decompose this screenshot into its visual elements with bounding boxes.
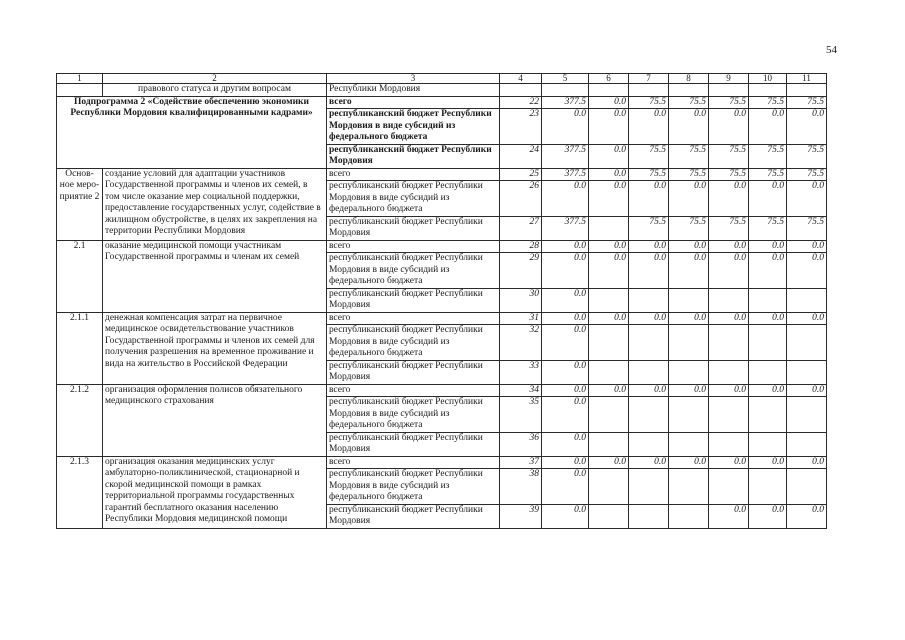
index-cell: 29 (500, 253, 542, 289)
value-cell: 75.5 (669, 168, 709, 181)
value-cell (669, 360, 709, 384)
value-cell: 0.0 (749, 504, 787, 528)
index-cell: 32 (500, 325, 542, 361)
value-cell: 75.5 (787, 144, 827, 168)
value-cell (787, 397, 827, 433)
value-cell (749, 432, 787, 456)
value-cell: 0.0 (542, 504, 589, 528)
value-cell: 0.0 (589, 253, 629, 289)
value-cell: 0.0 (669, 253, 709, 289)
value-cell: 0.0 (589, 144, 629, 168)
value-cell: 0.0 (589, 96, 629, 109)
value-cell: 0.0 (709, 312, 749, 325)
index-cell: 35 (500, 397, 542, 433)
item-name: организация оформления полисов обязательного медицинского страхования (103, 384, 327, 456)
table-row (57, 96, 827, 109)
value-cell: 0.0 (589, 168, 629, 181)
value-cell: 0.0 (749, 312, 787, 325)
column-number-row (57, 74, 827, 84)
col-header: 8 (669, 74, 709, 84)
col-header: 2 (103, 74, 327, 84)
source-cell: республиканский бюджет Республики Мордовия (327, 504, 500, 528)
value-cell: 377.5 (542, 96, 589, 109)
value-cell: 0.0 (629, 181, 669, 217)
value-cell (589, 325, 629, 361)
index-cell: 36 (500, 432, 542, 456)
value-cell (629, 360, 669, 384)
item-name: организация оказания медицинских услуг амбулаторно-поликлинической, стационарной и скорой медицинской помощи в рамках территориальной программы государственных гарантий бесплатного оказания населению Республики Мордовия медицинской помощи (103, 456, 327, 528)
value-cell: 0.0 (787, 181, 827, 217)
value-cell: 0.0 (749, 109, 787, 145)
value-cell (709, 288, 749, 312)
value-cell: 0.0 (787, 312, 827, 325)
index-cell: 22 (500, 96, 542, 109)
value-cell (749, 360, 787, 384)
value-cell (669, 397, 709, 433)
source-cell: республиканский бюджет Республики Мордовия в виде субсидий из федерального бюджета (327, 109, 500, 145)
value-cell: 75.5 (669, 96, 709, 109)
source-cell: республиканский бюджет Республики Мордовия (327, 216, 500, 240)
source-cell: республиканский бюджет Республики Мордовия (327, 360, 500, 384)
value-cell: 0.0 (542, 312, 589, 325)
value-cell (542, 84, 589, 97)
value-cell: 0.0 (542, 360, 589, 384)
value-cell: 0.0 (787, 384, 827, 397)
value-cell: 0.0 (709, 456, 749, 469)
value-cell: 0.0 (589, 181, 629, 217)
col-header: 1 (57, 74, 103, 84)
item-number: 2.1.2 (57, 384, 103, 456)
table-row (57, 456, 827, 469)
table-row (57, 240, 827, 253)
value-cell: 0.0 (787, 504, 827, 528)
value-cell (669, 84, 709, 97)
value-cell (709, 432, 749, 456)
item-number: 2.1 (57, 240, 103, 312)
index-cell: 27 (500, 216, 542, 240)
table-row (57, 168, 827, 181)
value-cell (629, 84, 669, 97)
value-cell: 75.5 (749, 144, 787, 168)
value-cell (787, 469, 827, 505)
source-cell: республиканский бюджет Республики Мордовия в виде субсидий из федерального бюджета (327, 253, 500, 289)
value-cell: 0.0 (709, 240, 749, 253)
index-cell: 38 (500, 469, 542, 505)
value-cell (709, 469, 749, 505)
value-cell (589, 504, 629, 528)
value-cell: 0.0 (542, 253, 589, 289)
value-cell (787, 84, 827, 97)
value-cell: 0.0 (709, 384, 749, 397)
source-cell: Республики Мордовия (327, 84, 500, 97)
source-cell: всего (327, 384, 500, 397)
value-cell (787, 288, 827, 312)
value-cell (709, 84, 749, 97)
value-cell (749, 84, 787, 97)
value-cell: 0.0 (749, 456, 787, 469)
value-cell: 0.0 (542, 469, 589, 505)
value-cell: 0.0 (542, 181, 589, 217)
index-cell: 28 (500, 240, 542, 253)
item-name: создание условий для адаптации участников Государственной программы и членов их семей, в том числе оказание мер социальной поддержки, предоставление государственных услуг, содействие в жилищном обустройстве, в целях их закрепления на территории Республики Мордовия (103, 168, 327, 240)
value-cell: 0.0 (787, 456, 827, 469)
col-header: 9 (709, 74, 749, 84)
value-cell: 0.0 (709, 181, 749, 217)
value-cell: 377.5 (542, 144, 589, 168)
value-cell: 75.5 (787, 216, 827, 240)
value-cell: 0.0 (629, 384, 669, 397)
col-header: 7 (629, 74, 669, 84)
col-header: 3 (327, 74, 500, 84)
value-cell: 377.5 (542, 168, 589, 181)
value-cell: 0.0 (709, 253, 749, 289)
source-cell: всего (327, 96, 500, 109)
value-cell: 0.0 (669, 240, 709, 253)
value-cell (589, 397, 629, 433)
row-name-cell: правового статуса и другим вопросам (103, 84, 327, 97)
value-cell (709, 360, 749, 384)
value-cell: 0.0 (669, 109, 709, 145)
index-cell (500, 84, 542, 97)
value-cell (669, 469, 709, 505)
index-cell: 26 (500, 181, 542, 217)
index-cell: 39 (500, 504, 542, 528)
value-cell (787, 432, 827, 456)
value-cell (749, 325, 787, 361)
value-cell: 75.5 (749, 168, 787, 181)
value-cell: 0.0 (749, 181, 787, 217)
value-cell: 377.5 (542, 216, 589, 240)
value-cell: 75.5 (709, 216, 749, 240)
value-cell: 0.0 (589, 456, 629, 469)
value-cell: 0.0 (629, 240, 669, 253)
source-cell: республиканский бюджет Республики Мордовия (327, 432, 500, 456)
value-cell: 75.5 (629, 168, 669, 181)
value-cell: 0.0 (542, 325, 589, 361)
value-cell: 0.0 (589, 109, 629, 145)
value-cell: 0.0 (669, 456, 709, 469)
source-cell: республиканский бюджет Республики Мордовия в виде субсидий из федерального бюджета (327, 181, 500, 217)
value-cell: 0.0 (629, 109, 669, 145)
source-cell: республиканский бюджет Республики Мордовия в виде субсидий из федерального бюджета (327, 469, 500, 505)
subprogram-title: Подпрограмма 2 «Содействие обеспечению экономики Республики Мордовия квалифицированными кадрами» (57, 96, 327, 168)
value-cell (589, 84, 629, 97)
value-cell: 0.0 (629, 312, 669, 325)
value-cell: 0.0 (749, 240, 787, 253)
value-cell: 75.5 (669, 216, 709, 240)
source-cell: республиканский бюджет Республики Мордовия (327, 288, 500, 312)
value-cell: 0.0 (589, 312, 629, 325)
value-cell: 75.5 (749, 96, 787, 109)
item-number: Основ-ное меро-приятие 2 (57, 168, 103, 240)
item-number: 2.1.1 (57, 312, 103, 384)
value-cell (629, 325, 669, 361)
value-cell (629, 432, 669, 456)
value-cell: 75.5 (629, 216, 669, 240)
value-cell: 0.0 (787, 253, 827, 289)
value-cell: 75.5 (709, 96, 749, 109)
value-cell (709, 397, 749, 433)
value-cell: 0.0 (542, 456, 589, 469)
table-row (57, 312, 827, 325)
value-cell: 0.0 (749, 253, 787, 289)
index-cell: 23 (500, 109, 542, 145)
value-cell: 75.5 (709, 168, 749, 181)
value-cell (749, 288, 787, 312)
value-cell: 0.0 (669, 181, 709, 217)
value-cell: 75.5 (709, 144, 749, 168)
source-cell: республиканский бюджет Республики Мордовия в виде субсидий из федерального бюджета (327, 397, 500, 433)
value-cell (669, 325, 709, 361)
value-cell: 0.0 (629, 456, 669, 469)
value-cell: 75.5 (787, 96, 827, 109)
table-body (57, 74, 827, 529)
value-cell: 75.5 (749, 216, 787, 240)
source-cell: республиканский бюджет Республики Мордовия в виде субсидий из федерального бюджета (327, 325, 500, 361)
index-cell: 30 (500, 288, 542, 312)
value-cell (629, 288, 669, 312)
table-row (57, 84, 827, 97)
value-cell: 0.0 (542, 240, 589, 253)
value-cell: 0.0 (669, 384, 709, 397)
source-cell: республиканский бюджет Республики Мордовия (327, 144, 500, 168)
index-cell: 25 (500, 168, 542, 181)
source-cell: всего (327, 456, 500, 469)
source-cell: всего (327, 168, 500, 181)
value-cell: 75.5 (629, 96, 669, 109)
value-cell (589, 216, 629, 240)
value-cell: 0.0 (787, 240, 827, 253)
value-cell: 0.0 (629, 253, 669, 289)
value-cell: 0.0 (787, 109, 827, 145)
page-number: 54 (826, 44, 837, 56)
value-cell: 75.5 (629, 144, 669, 168)
value-cell: 0.0 (542, 384, 589, 397)
col-header: 5 (542, 74, 589, 84)
value-cell: 0.0 (709, 109, 749, 145)
source-cell: всего (327, 240, 500, 253)
index-cell: 37 (500, 456, 542, 469)
source-cell: всего (327, 312, 500, 325)
value-cell (787, 360, 827, 384)
value-cell: 0.0 (709, 504, 749, 528)
item-name: денежная компенсация затрат на первичное медицинское освидетельствование участников Государственной программы и членов их семей для получения разрешения на временное проживание и вида на жительство в Российской Федерации (103, 312, 327, 384)
value-cell (749, 469, 787, 505)
value-cell (629, 397, 669, 433)
value-cell: 0.0 (749, 384, 787, 397)
value-cell: 75.5 (669, 144, 709, 168)
value-cell (589, 432, 629, 456)
value-cell: 0.0 (589, 240, 629, 253)
value-cell (669, 432, 709, 456)
index-cell: 24 (500, 144, 542, 168)
value-cell (629, 504, 669, 528)
item-name: оказание медицинской помощи участникам Государственной программы и членам их семей (103, 240, 327, 312)
col-header: 10 (749, 74, 787, 84)
col-header: 6 (589, 74, 629, 84)
value-cell (787, 325, 827, 361)
index-cell: 33 (500, 360, 542, 384)
value-cell (589, 360, 629, 384)
row-number-cell (57, 84, 103, 97)
value-cell (669, 288, 709, 312)
value-cell: 0.0 (542, 397, 589, 433)
value-cell (709, 325, 749, 361)
value-cell (749, 397, 787, 433)
index-cell: 31 (500, 312, 542, 325)
value-cell (589, 288, 629, 312)
value-cell: 0.0 (669, 312, 709, 325)
value-cell: 0.0 (542, 432, 589, 456)
value-cell: 0.0 (542, 109, 589, 145)
value-cell (629, 469, 669, 505)
table-row (57, 384, 827, 397)
value-cell (589, 469, 629, 505)
index-cell: 34 (500, 384, 542, 397)
col-header: 11 (787, 74, 827, 84)
value-cell (669, 504, 709, 528)
col-header: 4 (500, 74, 542, 84)
budget-table (56, 73, 827, 529)
value-cell: 0.0 (589, 384, 629, 397)
item-number: 2.1.3 (57, 456, 103, 528)
value-cell: 0.0 (542, 288, 589, 312)
value-cell: 75.5 (787, 168, 827, 181)
